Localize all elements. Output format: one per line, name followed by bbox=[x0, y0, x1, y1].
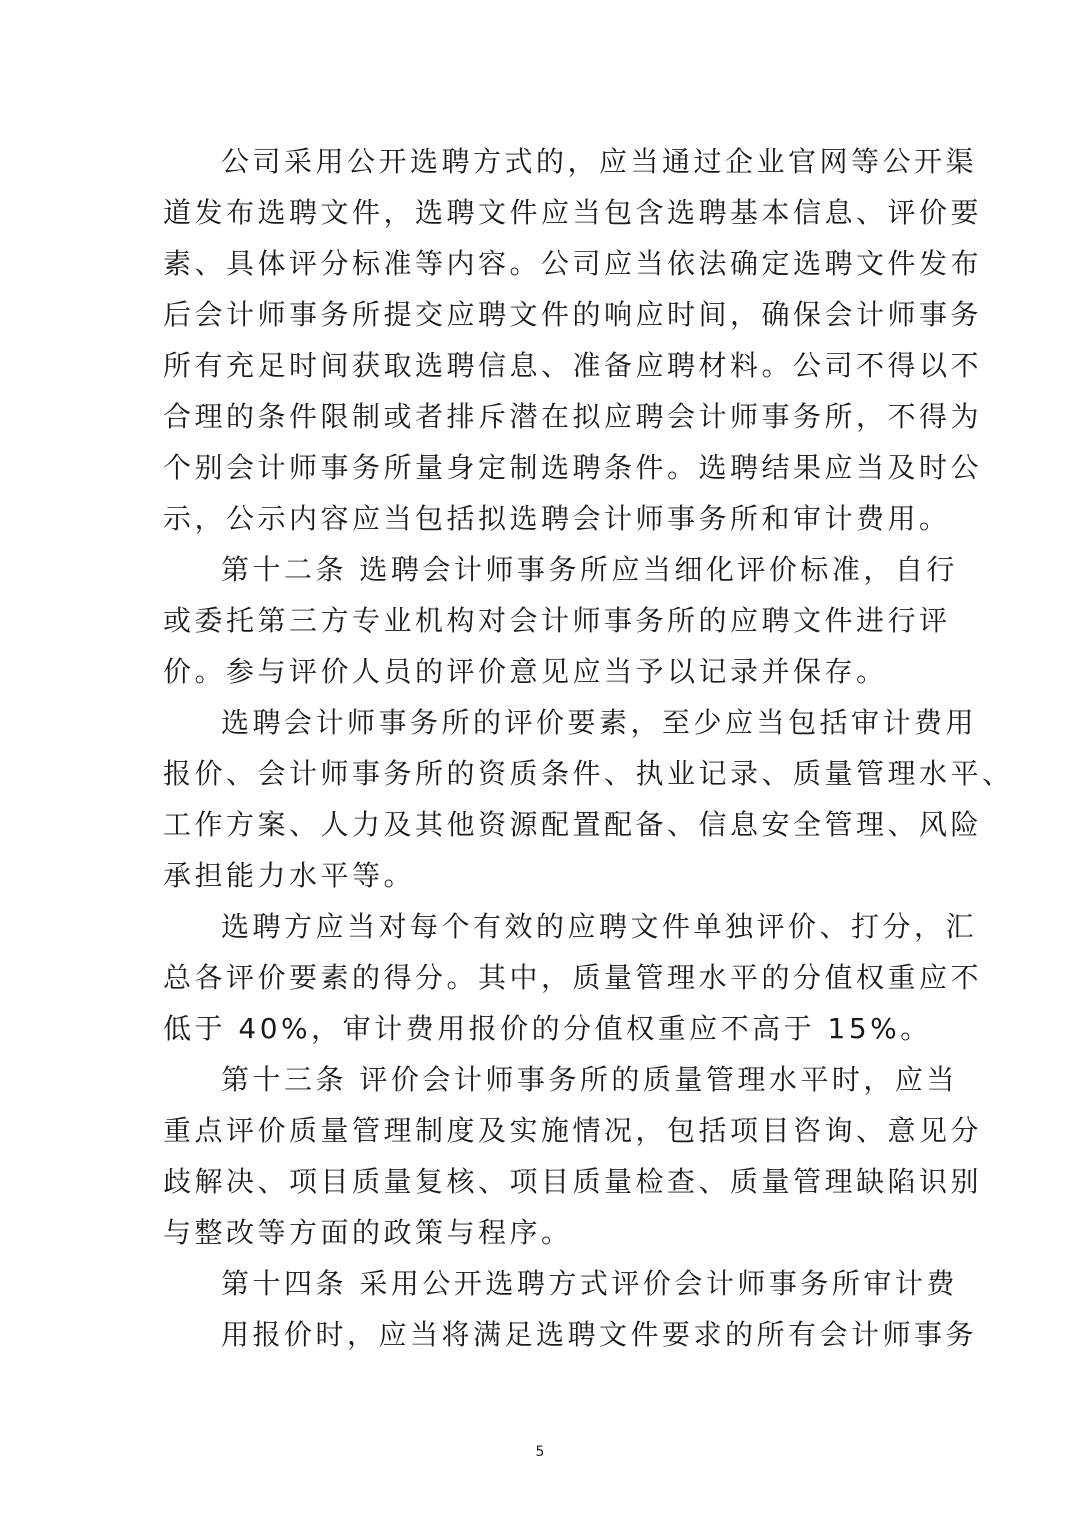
text-line: 示，公示内容应当包括拟选聘会计师事务所和审计费用。 bbox=[163, 502, 951, 535]
text-line: 报价、会计师事务所的资质条件、执业记录、质量管理水平、 bbox=[163, 757, 1014, 790]
text-line: 素、具体评分标准等内容。公司应当依法确定选聘文件发布 bbox=[163, 247, 983, 280]
text-line: 选聘方应当对每个有效的应聘文件单独评价、打分，汇 bbox=[221, 910, 978, 943]
text-line: 用报价时，应当将满足选聘文件要求的所有会计师事务 bbox=[221, 1318, 978, 1351]
text-line: 道发布选聘文件，选聘文件应当包含选聘基本信息、评价要 bbox=[163, 196, 983, 229]
text-line: 个别会计师事务所量身定制选聘条件。选聘结果应当及时公 bbox=[163, 451, 983, 484]
text-line: 与整改等方面的政策与程序。 bbox=[163, 1216, 573, 1249]
text-line: 第十四条 采用公开选聘方式评价会计师事务所审计费 bbox=[221, 1267, 958, 1300]
text-line: 第十三条 评价会计师事务所的质量管理水平时，应当 bbox=[221, 1063, 958, 1096]
text-line: 合理的条件限制或者排斥潜在拟应聘会计师事务所，不得为 bbox=[163, 400, 983, 433]
text-line: 承担能力水平等。 bbox=[163, 859, 416, 892]
text-line: 低于 40%，审计费用报价的分值权重应不高于 15%。 bbox=[163, 1012, 932, 1045]
text-line: 歧解决、项目质量复核、项目质量检查、质量管理缺陷识别 bbox=[163, 1165, 983, 1198]
body-text bbox=[163, 136, 1014, 1360]
text-line: 总各评价要素的得分。其中，质量管理水平的分值权重应不 bbox=[163, 961, 983, 994]
text-line: 第十二条 选聘会计师事务所应当细化评价标准，自行 bbox=[221, 553, 958, 586]
text-line: 选聘会计师事务所的评价要素，至少应当包括审计费用 bbox=[221, 706, 978, 739]
page-number: 5 bbox=[535, 1444, 545, 1460]
text-line: 后会计师事务所提交应聘文件的响应时间，确保会计师事务 bbox=[163, 298, 983, 331]
text-line: 或委托第三方专业机构对会计师事务所的应聘文件进行评 bbox=[163, 604, 951, 637]
text-line: 工作方案、人力及其他资源配置配备、信息安全管理、风险 bbox=[163, 808, 983, 841]
text-line: 重点评价质量管理制度及实施情况，包括项目咨询、意见分 bbox=[163, 1114, 983, 1147]
text-line: 价。参与评价人员的评价意见应当予以记录并保存。 bbox=[163, 655, 888, 688]
text-line: 公司采用公开选聘方式的，应当通过企业官网等公开渠 bbox=[221, 145, 978, 178]
text-line: 所有充足时间获取选聘信息、准备应聘材料。公司不得以不 bbox=[163, 349, 983, 382]
